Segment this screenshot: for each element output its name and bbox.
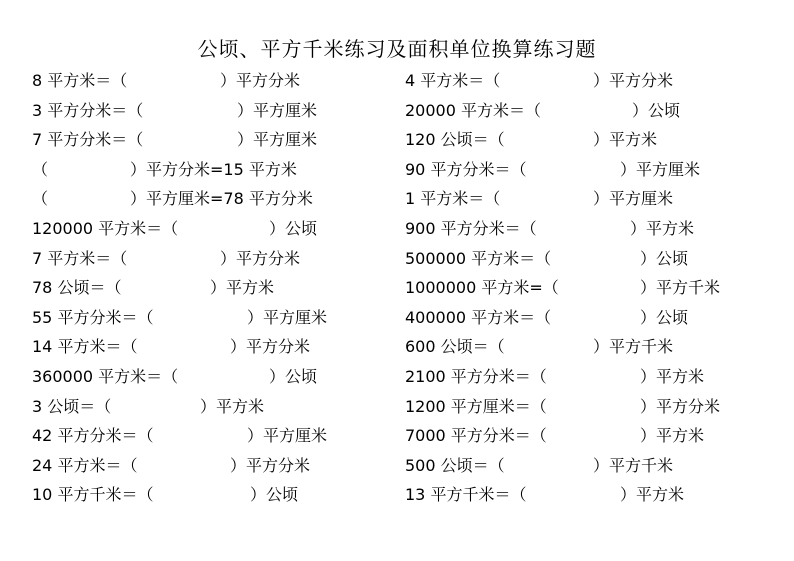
- exercise-unit: ）平方米: [593, 130, 658, 150]
- exercise-unit: ）平方米: [640, 366, 705, 386]
- exercise-row: [32, 214, 392, 244]
- exercise-prompt: 500000 平方米＝（: [405, 248, 552, 268]
- exercise-row: [32, 421, 392, 451]
- exercise-prompt: 120000 平方米＝（: [32, 218, 179, 238]
- exercise-unit: ）公顷: [640, 307, 689, 327]
- exercise-row: [405, 332, 775, 362]
- exercise-prompt: 120 公顷＝（: [405, 130, 505, 150]
- exercise-prompt: 360000 平方米＝（: [32, 366, 179, 386]
- exercise-prompt: 90 平方分米＝（: [405, 159, 527, 179]
- exercise-prompt: 900 平方分米＝（: [405, 218, 537, 238]
- exercise-row: [32, 332, 392, 362]
- exercise-row: [32, 303, 392, 333]
- exercise-row: [405, 214, 775, 244]
- exercise-row: [405, 303, 775, 333]
- exercise-prompt: 7 平方分米＝（: [32, 130, 144, 150]
- exercise-unit: ）平方厘米: [247, 426, 328, 446]
- exercise-prompt: 10 平方千米＝（: [32, 485, 154, 505]
- exercise-prompt: 4 平方米＝（: [405, 71, 501, 90]
- exercise-prompt: 3 公顷＝（: [32, 396, 112, 416]
- exercise-prompt: 3 平方分米＝（: [32, 100, 144, 120]
- exercise-row: [32, 480, 392, 510]
- exercise-unit: ）平方分米=15 平方米: [130, 159, 297, 179]
- exercise-prompt: 42 平方分米＝（: [32, 426, 154, 446]
- exercise-row: [405, 421, 775, 451]
- exercise-unit: ）公顷: [269, 366, 318, 386]
- exercise-row: [32, 392, 392, 422]
- exercise-prompt: 7 平方米＝（: [32, 248, 128, 268]
- exercise-prompt: 7000 平方分米＝（: [405, 426, 547, 446]
- exercise-prompt: 55 平方分米＝（: [32, 307, 154, 327]
- exercise-prompt: 400000 平方米＝（: [405, 307, 552, 327]
- exercise-unit: ）平方米: [620, 485, 685, 505]
- exercise-row: [405, 244, 775, 274]
- exercise-row: [405, 184, 775, 214]
- exercise-row: [32, 273, 392, 303]
- exercise-unit: ）公顷: [640, 248, 689, 268]
- exercise-prompt: 1000000 平方米=（: [405, 278, 559, 298]
- exercise-prompt: 2100 平方分米＝（: [405, 366, 547, 386]
- exercise-prompt: 1200 平方厘米＝（: [405, 396, 547, 416]
- exercise-row: [32, 96, 392, 126]
- exercise-row: [405, 66, 775, 96]
- exercise-prompt: （: [32, 159, 49, 179]
- exercise-row: [405, 480, 775, 510]
- exercise-unit: ）平方分米: [220, 71, 301, 90]
- exercise-row: [32, 125, 392, 155]
- exercise-row: [32, 184, 392, 214]
- exercise-unit: ）平方米: [210, 278, 275, 298]
- exercise-unit: ）平方米: [200, 396, 265, 416]
- exercise-prompt: 20000 平方米＝（: [405, 100, 541, 120]
- exercise-row: [32, 362, 392, 392]
- page-title: 公顷、平方千米练习及面积单位换算练习题: [197, 37, 597, 61]
- exercise-unit: ）平方千米: [593, 337, 674, 357]
- exercise-unit: ）公顷: [269, 218, 318, 238]
- exercise-row: [405, 125, 775, 155]
- exercise-unit: ）平方分米: [640, 396, 721, 416]
- exercise-row: [405, 155, 775, 185]
- exercise-unit: ）平方厘米: [593, 189, 674, 209]
- exercise-row: [32, 155, 392, 185]
- exercise-unit: ）平方千米: [640, 278, 721, 298]
- exercise-prompt: （: [32, 189, 49, 209]
- exercise-unit: ）平方分米: [230, 337, 311, 357]
- exercise-unit: ）平方厘米=78 平方分米: [130, 189, 313, 209]
- exercise-unit: ）平方厘米: [620, 159, 701, 179]
- exercise-prompt: 8 平方米＝（: [32, 71, 128, 90]
- exercise-unit: ）公顷: [250, 485, 299, 505]
- exercise-unit: ）平方分米: [230, 455, 311, 475]
- exercise-unit: ）平方厘米: [247, 307, 328, 327]
- right-column: [405, 66, 775, 510]
- left-column: [32, 66, 392, 510]
- exercise-prompt: 13 平方千米＝（: [405, 485, 527, 505]
- exercise-row: [32, 66, 392, 96]
- exercise-prompt: 600 公顷＝（: [405, 337, 505, 357]
- exercise-unit: ）平方厘米: [237, 100, 318, 120]
- exercise-row: [32, 451, 392, 481]
- exercise-row: [405, 451, 775, 481]
- exercise-row: [405, 362, 775, 392]
- exercise-row: [405, 273, 775, 303]
- exercise-unit: ）平方米: [640, 426, 705, 446]
- exercise-unit: ）平方米: [630, 218, 695, 238]
- exercise-unit: ）平方厘米: [237, 130, 318, 150]
- exercise-row: [405, 96, 775, 126]
- exercise-row: [405, 392, 775, 422]
- exercise-unit: ）平方分米: [220, 248, 301, 268]
- exercise-unit: ）公顷: [632, 100, 681, 120]
- exercise-row: [32, 244, 392, 274]
- exercise-prompt: 78 公顷＝（: [32, 278, 122, 298]
- exercise-prompt: 500 公顷＝（: [405, 455, 505, 475]
- exercise-prompt: 24 平方米＝（: [32, 455, 138, 475]
- exercise-unit: ）平方千米: [593, 455, 674, 475]
- exercise-unit: ）平方分米: [593, 71, 674, 90]
- exercise-prompt: 1 平方米＝（: [405, 189, 501, 209]
- exercise-prompt: 14 平方米＝（: [32, 337, 138, 357]
